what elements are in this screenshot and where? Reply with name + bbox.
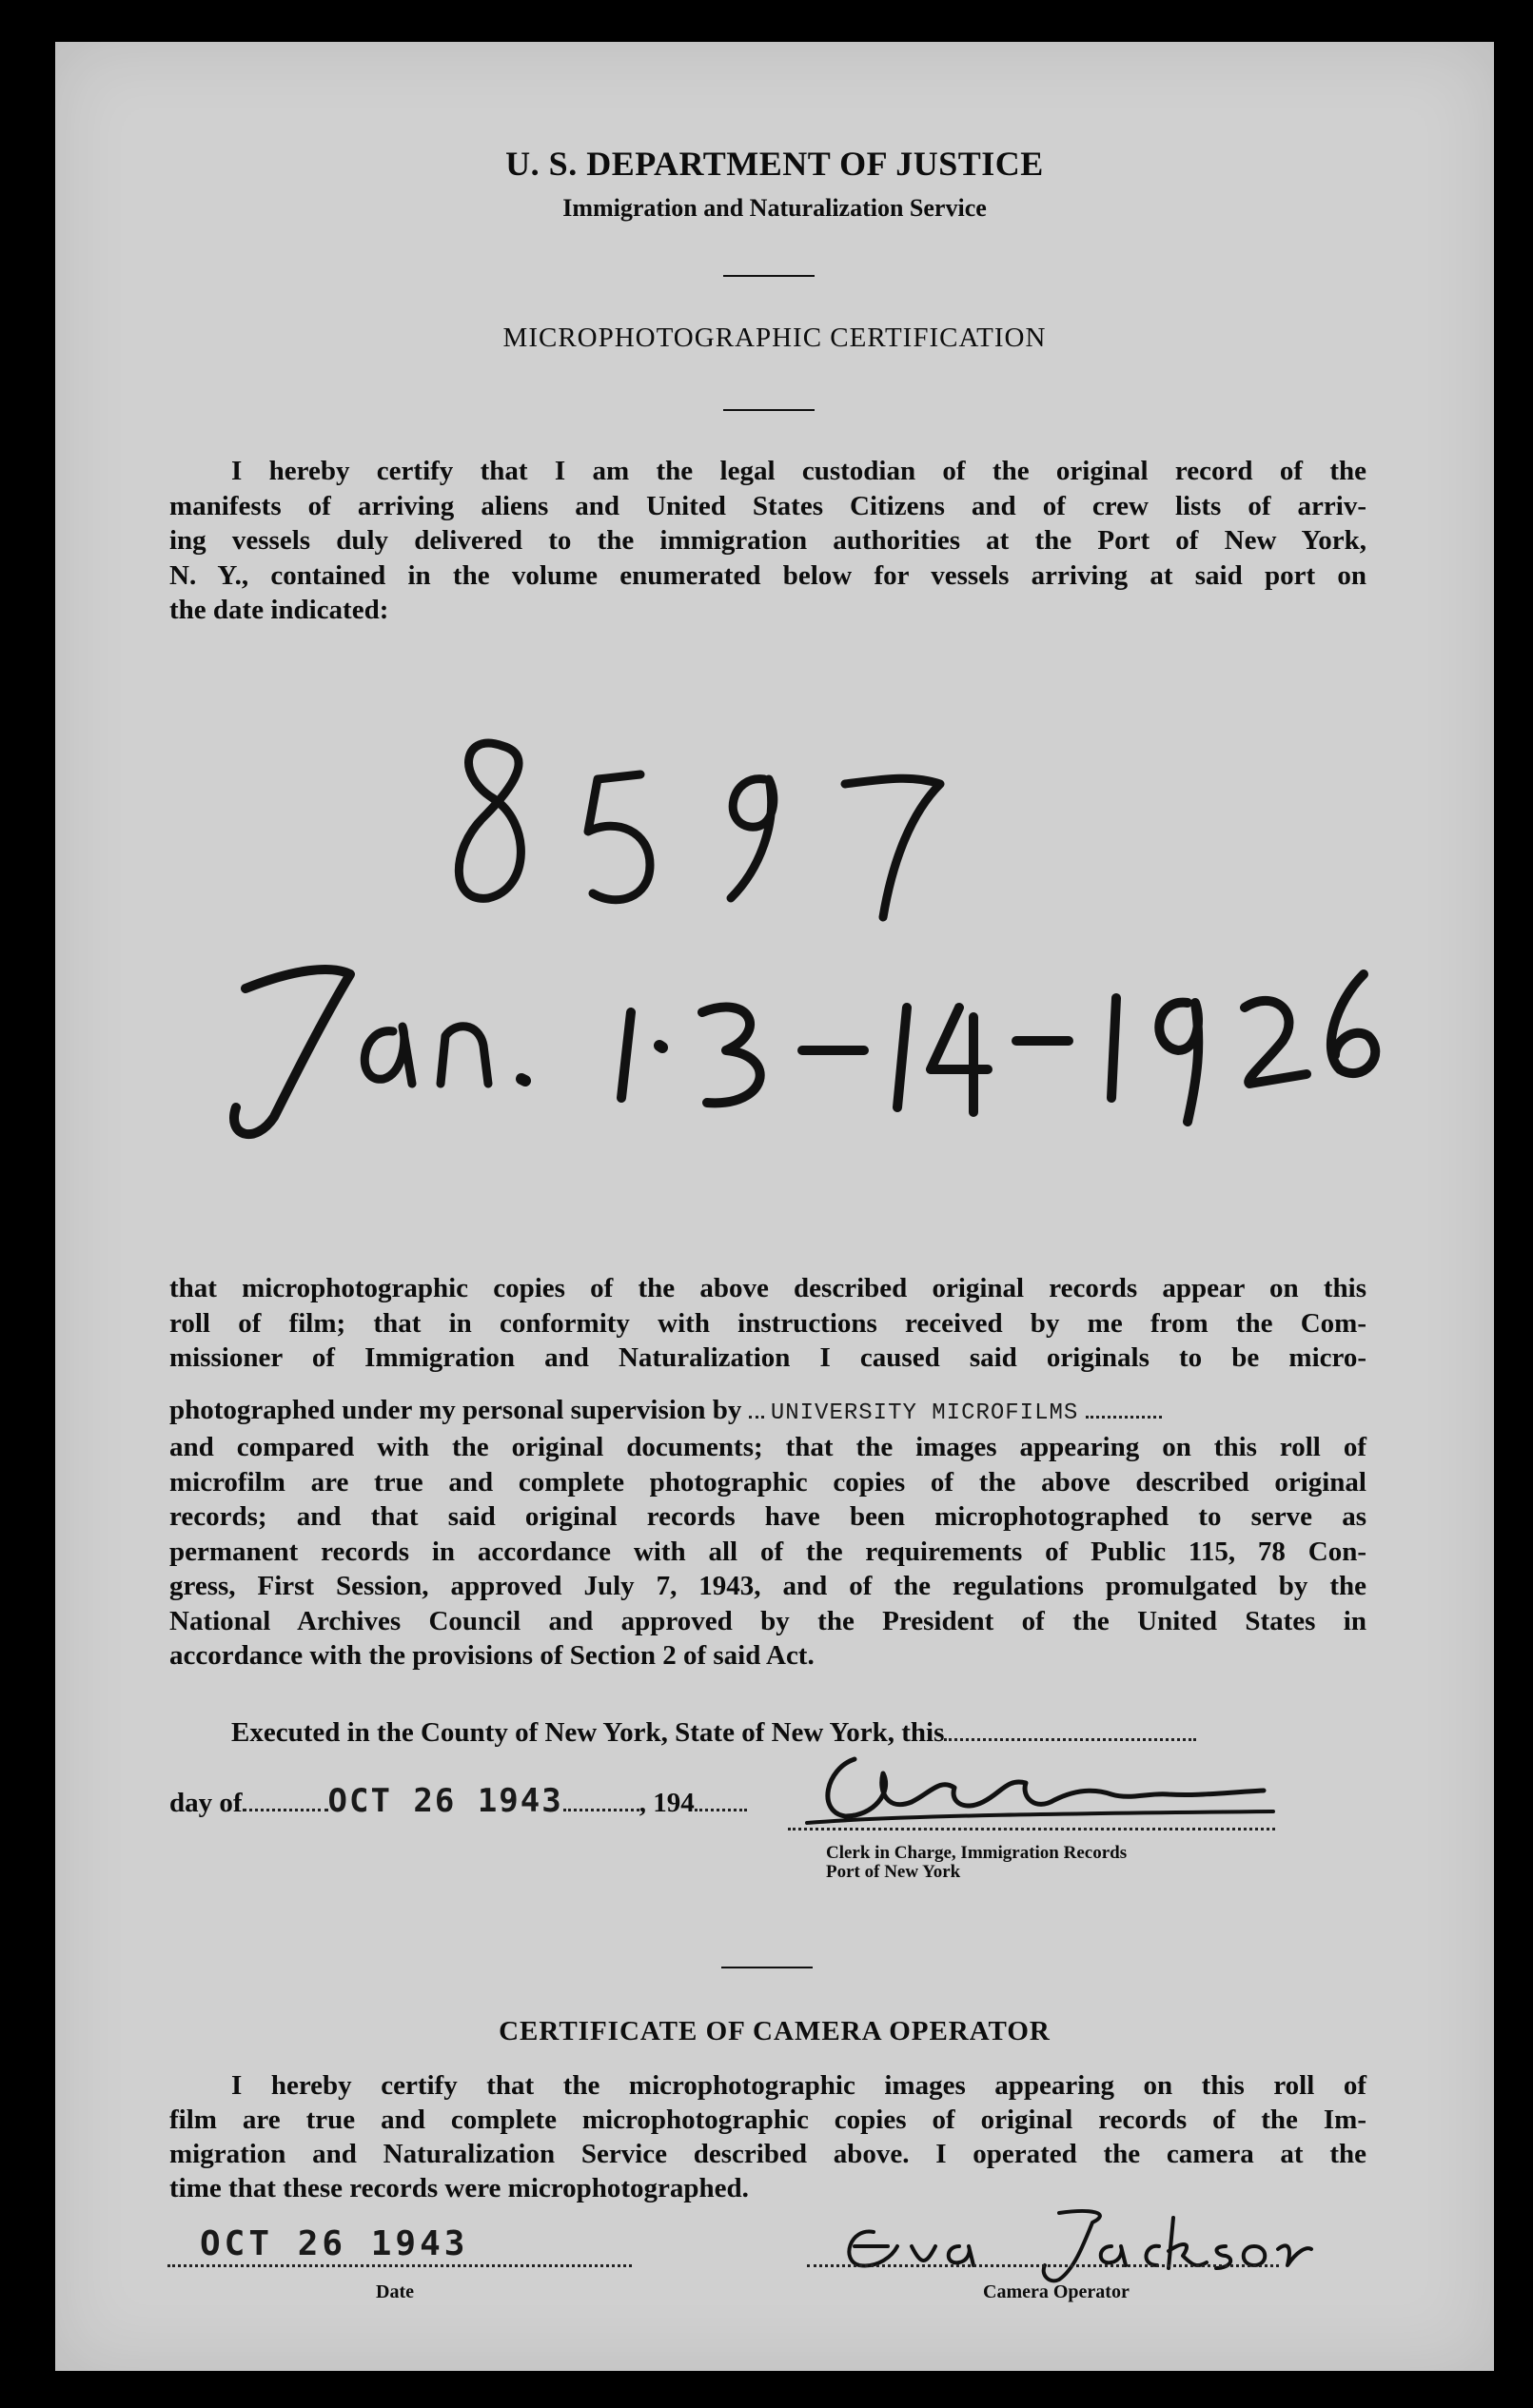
body-line: accordance with the provisions of Section 2 of said Act. — [169, 1640, 815, 1671]
dotted-leader — [695, 1809, 747, 1811]
operator-line: time that these records were microphotographed. — [169, 2173, 749, 2203]
operator-date-stamp: OCT 26 1943 — [200, 2224, 469, 2263]
body-line: National Archives Council and approved by the President of the United States in — [169, 1605, 1366, 1636]
body-line: missioner of Immigration and Naturalization I caused said originals to be micro- — [169, 1342, 1366, 1373]
body-paragraph — [169, 1271, 1366, 1376]
microfilm-company-field: UNIVERSITY MICROFILMS — [770, 1400, 1079, 1426]
handwritten-dates — [198, 917, 1454, 1165]
camera-operator-paragraph — [169, 2068, 1366, 2205]
body-line: permanent records in accordance with all of the requirements of Public 115, 78 Con- — [169, 1536, 1366, 1567]
signature-line — [788, 1828, 1275, 1830]
supervision-prefix: photographed under my personal supervision by — [169, 1395, 742, 1425]
day-of-label: day of — [169, 1788, 243, 1818]
body-line: records; and that said original records have been microphotographed to serve as — [169, 1501, 1366, 1532]
supervision-line — [169, 1393, 1366, 1431]
intro-line: ing vessels duly delivered to the immigration authorities at the Port of New York, — [169, 525, 1366, 556]
date-stamp: OCT 26 1943 — [327, 1782, 563, 1820]
intro-line: N. Y., contained in the volume enumerated below for vessels arriving at said port on — [169, 559, 1366, 591]
dotted-leader — [1086, 1416, 1162, 1419]
divider — [723, 275, 815, 277]
operator-line: I hereby certify that the microphotographic images appearing on this roll of — [231, 2070, 1366, 2101]
handwritten-volume-number — [436, 708, 969, 936]
camera-operator-label: Camera Operator — [983, 2281, 1130, 2302]
intro-line: the date indicated: — [169, 595, 389, 625]
operator-line: migration and Naturalization Service described above. I operated the camera at the — [169, 2139, 1366, 2169]
dotted-leader — [749, 1416, 764, 1419]
body-line: gress, First Session, approved July 7, 1943, and of the regulations promulgated by the — [169, 1571, 1366, 1601]
intro-line: I hereby certify that I am the legal custodian of the original record of the — [231, 456, 1366, 486]
clerk-title: Clerk in Charge, Immigration Records — [826, 1843, 1128, 1863]
year-label: , 194 — [639, 1788, 695, 1818]
operator-signature-line — [807, 2264, 1279, 2267]
operator-line: film are true and complete microphotographic copies of original records of the Im- — [169, 2105, 1366, 2135]
date-line — [167, 2264, 632, 2267]
dotted-leader — [563, 1809, 639, 1811]
service-subheading: Immigration and Naturalization Service — [562, 194, 987, 222]
clerk-signature — [788, 1735, 1283, 1840]
intro-line: manifests of arriving aliens and United States Citizens and of crew lists of arriv- — [169, 490, 1366, 521]
certification-title: MICROPHOTOGRAPHIC CERTIFICATION — [502, 323, 1047, 353]
intro-paragraph — [169, 454, 1366, 628]
dotted-leader — [243, 1809, 328, 1811]
divider — [723, 409, 815, 411]
body-line: that microphotographic copies of the above described original records appear on this — [169, 1273, 1366, 1303]
camera-operator-title: CERTIFICATE OF CAMERA OPERATOR — [499, 2016, 1051, 2046]
date-label: Date — [376, 2281, 414, 2302]
body-line: and compared with the original documents; that the images appearing on this roll of — [169, 1432, 1366, 1462]
executed-text: Executed in the County of New York, State of New York, this — [231, 1717, 945, 1748]
day-of-line — [169, 1784, 747, 1820]
body-line: microfilm are true and complete photographic copies of the above described original — [169, 1466, 1366, 1498]
department-heading: U. S. DEPARTMENT OF JUSTICE — [505, 145, 1044, 183]
divider — [721, 1967, 813, 1968]
body-paragraph-continued — [169, 1430, 1366, 1674]
clerk-port: Port of New York — [826, 1862, 961, 1882]
body-line: roll of film; that in conformity with instructions received by me from the Com- — [169, 1307, 1366, 1339]
certificate-page — [55, 42, 1494, 2371]
